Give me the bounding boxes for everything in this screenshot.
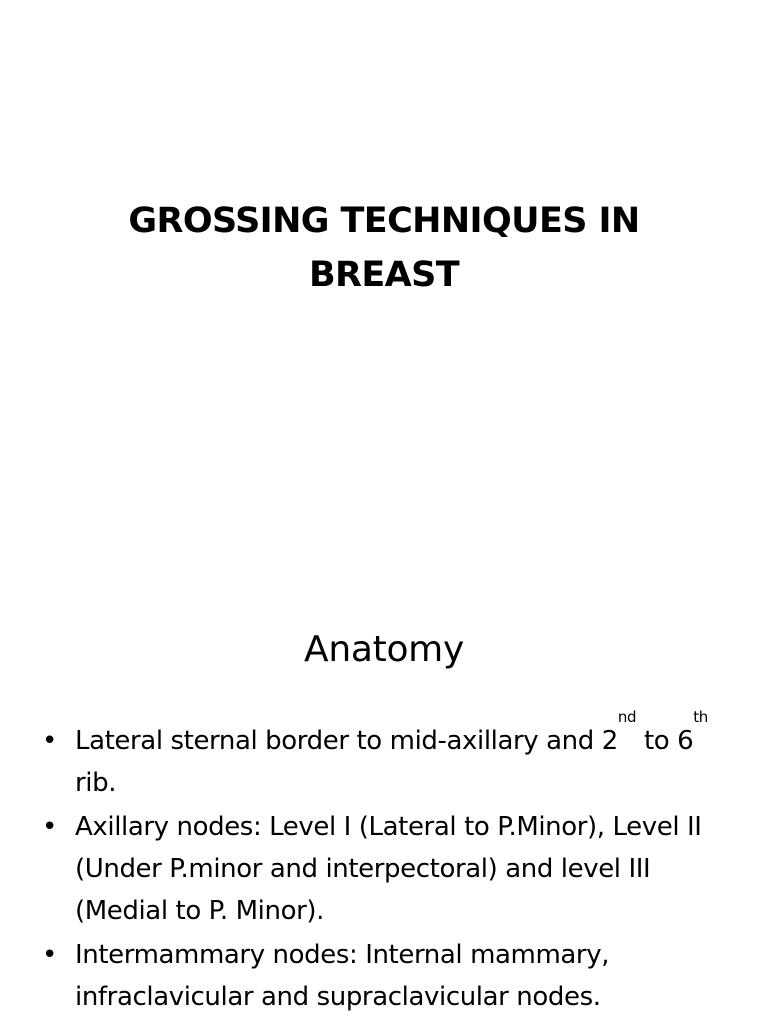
slide-title <box>40 194 728 302</box>
bullet-item-axillary <box>0 806 768 932</box>
slide-title-line-1: GROSSING TECHNIQUES IN <box>128 201 640 241</box>
anatomy-slide <box>0 512 768 1024</box>
bullet-text: Intermammary nodes: Internal mammary, infraclavicular and supraclavicular nodes. <box>75 940 610 1012</box>
bullet-text: to 6 <box>636 726 694 756</box>
bullet-item-border <box>0 708 768 804</box>
bullet-icon: • <box>42 726 57 756</box>
bullet-text: Axillary nodes: Level I (Lateral to P.Minor), Level II (Under P.minor and interpectoral) and level III (Medial to P. Minor). <box>75 812 702 926</box>
bullet-item-intermammary <box>0 934 768 1018</box>
bullet-text: rib. <box>75 768 117 798</box>
ordinal-suffix: nd <box>617 708 637 726</box>
bullet-icon: • <box>42 940 57 970</box>
bullet-list <box>0 708 768 1020</box>
bullet-text: Lateral sternal border to mid-axillary and 2 <box>75 726 618 756</box>
anatomy-heading: Anatomy <box>304 629 464 670</box>
ordinal-suffix: th <box>693 708 708 726</box>
slide-title-line-2: BREAST <box>308 255 460 295</box>
bullet-icon: • <box>42 812 57 842</box>
